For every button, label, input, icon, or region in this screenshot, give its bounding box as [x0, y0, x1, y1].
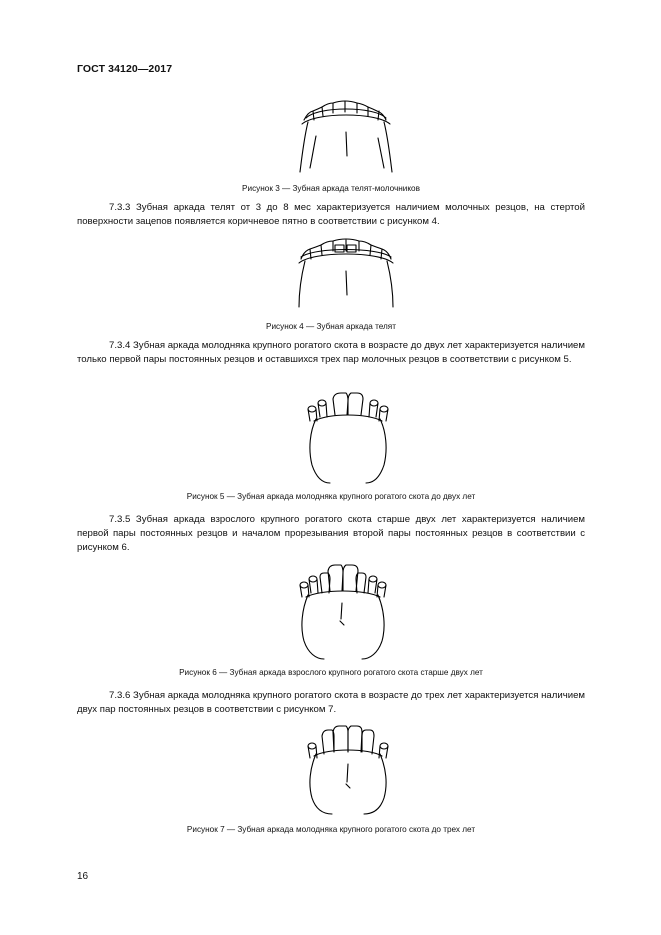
paragraph-text: 7.3.3 Зубная аркада телят от 3 до 8 мес характеризуется наличием молочных резцов, на стертой поверхности зацепов появляется коричневое пятно в соответствии с рисунком 4.: [77, 202, 585, 227]
figure-caption: Рисунок 6 — Зубная аркада взрослого крупного рогатого скота старше двух лет: [179, 668, 483, 677]
figure-4-drawing: [291, 237, 401, 309]
paragraph-7-3-3: [77, 201, 585, 229]
paragraph-7-3-6: [77, 689, 585, 717]
document-header: ГОСТ 34120—2017: [77, 63, 173, 75]
paragraph-text: 7.3.4 Зубная аркада молодняка крупного рогатого скота в возрасте до двух лет характеризуется наличием только первой пары постоянных резцов и оставшихся трех пар молочных резцов в соответствии с рисунком 5.: [77, 340, 585, 365]
figure-3-drawing: [296, 96, 396, 174]
paragraph-7-3-4: [77, 339, 585, 367]
paragraph-7-3-5: [77, 513, 585, 555]
figure-6-drawing: [294, 563, 392, 659]
figure-5-drawing: [300, 391, 396, 483]
figure-7-drawing: [302, 724, 394, 814]
paragraph-text: 7.3.6 Зубная аркада молодняка крупного рогатого скота в возрасте до трех лет характеризуется наличием двух пар постоянных резцов в соответствии с рисунком 7.: [77, 690, 585, 715]
figure-caption: Рисунок 5 — Зубная аркада молодняка крупного рогатого скота до двух лет: [186, 492, 476, 501]
paragraph-text: 7.3.5 Зубная аркада взрослого крупного рогатого скота старше двух лет характеризуется наличием первой пары постоянных резцов и началом прорезывания второй пары постоянных резцов в соответствии с рисунком 6.: [77, 514, 585, 553]
page-number: 16: [77, 871, 89, 882]
figure-caption: Рисунок 3 — Зубная аркада телят-молочников: [242, 184, 420, 193]
figure-caption: Рисунок 4 — Зубная аркада телят: [266, 322, 396, 331]
figure-caption: Рисунок 7 — Зубная аркада молодняка крупного рогатого скота до трех лет: [186, 825, 476, 834]
